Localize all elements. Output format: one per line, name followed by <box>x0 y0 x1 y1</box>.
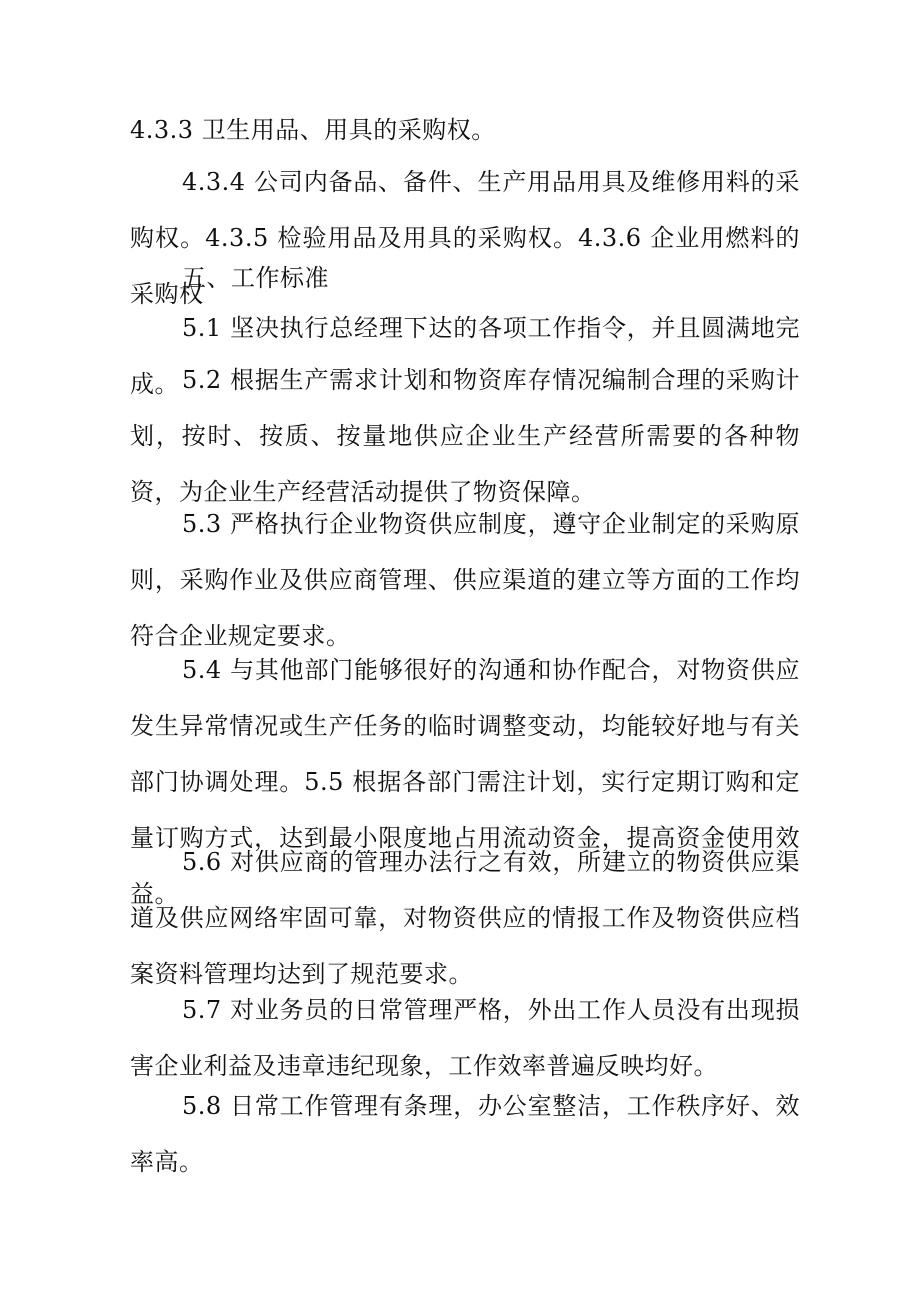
paragraph-5-1: 5.1 坚决执行总经理下达的各项工作指令，并且圆满地完成。 <box>130 314 800 398</box>
paragraph-5-8: 5.8 日常工作管理有条理，办公室整洁，工作秩序好、效率高。 <box>130 1092 800 1176</box>
paragraph-4-3-4: 4.3.4 公司内备品、备件、生产用品用具及维修用料的采购权。4.3.5 检验用品及用具的采购权。4.3.6 企业用燃料的采购权 <box>130 168 800 308</box>
paragraph-4-3-3: 4.3.3 卫生用品、用具的采购权。 <box>130 116 496 144</box>
paragraph-5-3: 5.3 严格执行企业物资供应制度，遵守企业制定的采购原则，采购作业及供应商管理、供应渠道的建立等方面的工作均符合企业规定要求。 <box>130 510 800 650</box>
paragraph-5-2: 5.2 根据生产需求计划和物资库存情况编制合理的采购计划，按时、按质、按量地供应企业生产经营所需要的各种物资，为企业生产经营活动提供了物资保障。 <box>130 366 800 506</box>
paragraph-5-4: 5.4 与其他部门能够很好的沟通和协作配合，对物资供应发生异常情况或生产任务的临时调整变动，均能较好地与有关部门协调处理。5.5 根据各部门需注计划，实行定期订购和定量订购方式，达到最小限度地占用流动资金，提高资金使用效益。 <box>130 656 800 908</box>
paragraph-5-6: 5.6 对供应商的管理办法行之有效，所建立的物资供应渠道及供应网络牢固可靠，对物资供应的情报工作及物资供应档案资料管理均达到了规范要求。 <box>130 848 800 988</box>
section-heading-work-standards: 五、工作标准 <box>182 264 329 292</box>
paragraph-5-7: 5.7 对业务员的日常管理严格，外出工作人员没有出现损害企业利益及违章违纪现象，工作效率普遍反映均好。 <box>130 996 800 1080</box>
